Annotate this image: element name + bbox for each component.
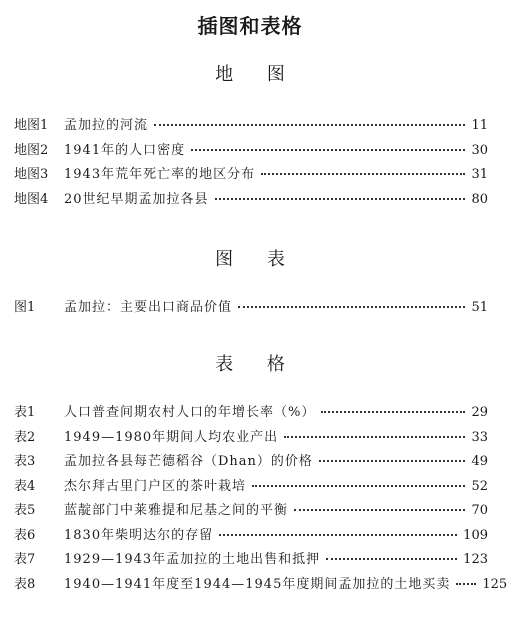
- toc-entry-label: 表8: [14, 576, 36, 592]
- toc-entry-title: 杰尔拜古里门户区的茶叶栽培: [64, 478, 247, 494]
- toc-entry: [14, 576, 507, 602]
- toc-entry-page-number: 29: [471, 405, 488, 420]
- maps-section-heading: 地 图: [215, 64, 299, 85]
- toc-entry: [14, 118, 488, 143]
- dot-leader: [191, 149, 465, 151]
- toc-entry-title: 孟加拉的河流: [64, 118, 149, 133]
- dot-leader: [261, 173, 465, 175]
- toc-entry-title: 蓝靛部门中莱雅提和尼基之间的平衡: [64, 503, 289, 518]
- toc-entry-title: 孟加拉各县每芒德稻谷（Dhan）的价格: [64, 454, 313, 469]
- toc-entry-page-number: 49: [471, 454, 488, 469]
- toc-entry: [14, 503, 488, 528]
- toc-entry: [14, 430, 488, 455]
- toc-entry-page-number: 11: [471, 118, 488, 133]
- toc-entry-title: 1941年的人口密度: [64, 142, 186, 158]
- tables-section-heading: 表 格: [215, 354, 299, 375]
- dot-leader: [321, 411, 465, 413]
- toc-entry-page-number: 70: [471, 503, 488, 518]
- dot-leader: [319, 460, 466, 462]
- toc-entry-title: 孟加拉：主要出口商品价值: [64, 300, 233, 315]
- toc-entry-page-number: 109: [463, 527, 488, 543]
- toc-entry-page-number: 52: [471, 478, 488, 494]
- toc-entry-page-number: 30: [471, 142, 488, 158]
- toc-entry-page-number: 80: [471, 191, 488, 207]
- toc-entry-label: 图1: [14, 300, 36, 315]
- toc-entry-page-number: 123: [463, 552, 488, 567]
- dot-leader: [219, 534, 457, 536]
- toc-entry-label: 表5: [14, 503, 36, 518]
- dot-leader: [238, 306, 465, 308]
- toc-entry: [14, 552, 488, 577]
- toc-entry-title: 1830年柴明达尔的存留: [64, 527, 214, 543]
- dot-leader: [215, 198, 466, 200]
- toc-entry-title: 1949—1980年期间人均农业产出: [64, 429, 279, 445]
- toc-entry: [14, 167, 488, 192]
- toc-entry: [14, 192, 488, 217]
- toc-entry: [14, 528, 488, 553]
- toc-entry-title: 1943年荒年死亡率的地区分布: [64, 167, 256, 182]
- toc-entry-page-number: 125: [482, 576, 507, 592]
- dot-leader: [326, 558, 457, 560]
- toc-entry-title: 20世纪早期孟加拉各县: [64, 191, 209, 207]
- toc-entry-label: 地图2: [14, 142, 49, 158]
- toc-entry: [14, 405, 488, 430]
- maps-list: [14, 118, 488, 216]
- toc-entry-page-number: 51: [471, 300, 488, 315]
- toc-entry: [14, 300, 488, 325]
- toc-entry-label: 表3: [14, 454, 36, 469]
- toc-entry: [14, 454, 488, 479]
- toc-entry-label: 表1: [14, 405, 36, 420]
- toc-entry-title: 1929—1943年孟加拉的土地出售和抵押: [64, 552, 321, 567]
- dot-leader: [154, 124, 465, 126]
- toc-entry: [14, 479, 488, 504]
- toc-entry-label: 表6: [14, 527, 36, 543]
- dot-leader: [294, 509, 465, 511]
- toc-entry: [14, 143, 488, 168]
- charts-list: [14, 300, 488, 325]
- toc-entry-label: 表2: [14, 429, 36, 445]
- page-title: 插图和表格: [197, 14, 303, 38]
- tables-list: [14, 405, 507, 601]
- toc-entry-label: 表4: [14, 478, 36, 494]
- toc-entry-label: 地图1: [14, 118, 49, 133]
- toc-entry-label: 地图4: [14, 191, 49, 207]
- toc-entry-page-number: 31: [471, 167, 488, 182]
- toc-entry-label: 地图3: [14, 167, 49, 182]
- toc-entry-page-number: 33: [471, 429, 488, 445]
- toc-entry-title: 人口普查间期农村人口的年增长率（%）: [64, 405, 316, 420]
- dot-leader: [284, 436, 465, 438]
- toc-entry-title: 1940—1941年度至1944—1945年度期间孟加拉的土地买卖: [64, 576, 451, 592]
- dot-leader: [456, 583, 476, 585]
- charts-section-heading: 图 表: [215, 249, 299, 270]
- toc-entry-label: 表7: [14, 552, 36, 567]
- dot-leader: [252, 485, 465, 487]
